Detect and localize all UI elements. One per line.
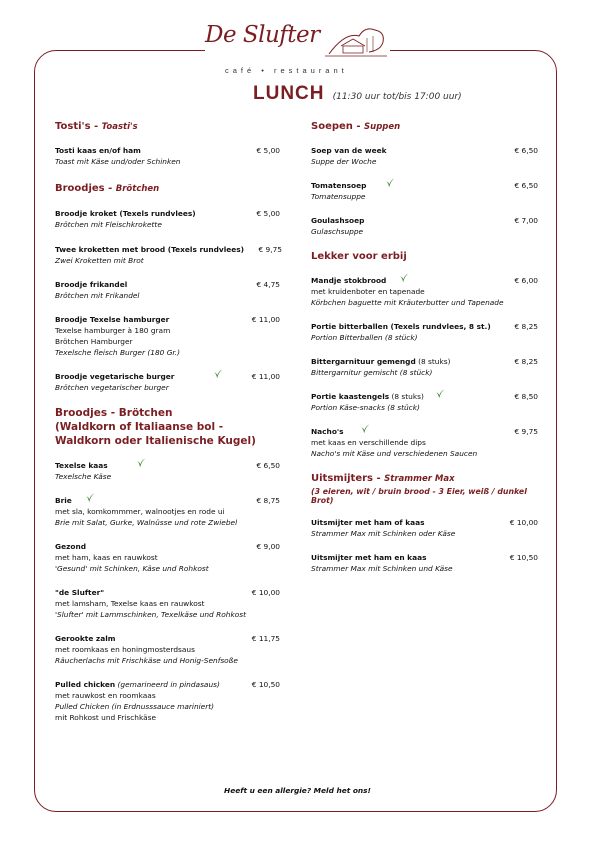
menu-item: Twee kroketten met brood (Texels rundvlees) Zwei Kroketten mit Brot € 9,75 [55, 245, 282, 265]
logo-text: De Slufter [205, 22, 320, 48]
menu-item: Gerookte zalm met roomkaas en honingmosterdsaus Räucherlachs mit Frischkäse und Honig-Senfsoße € 11,75 [55, 634, 280, 665]
menu-item: Gezond met ham, kaas en rauwkost 'Gesund' mit Schinken, Käse und Rohkost € 9,00 [55, 542, 280, 573]
vegetarian-icon [399, 273, 409, 283]
menu-item: Texelse kaas Texelsche Käse € 6,50 [55, 460, 280, 482]
menu-item: Tosti kaas en/of ham Toast mit Käse und/oder Schinken € 5,00 [55, 146, 280, 166]
menu-item: Broodje frikandel Brötchen mit Frikandel € 4,75 [55, 280, 280, 300]
vegetarian-icon [385, 178, 395, 188]
vegetarian-icon [360, 424, 370, 434]
menu-item: Goulashsoep Gulaschsuppe € 7,00 [311, 216, 538, 236]
menu-item: Pulled chicken (gemarineerd in pindasaus) met rauwkost en roomkaas Pulled Chicken (in Erdnusssauce mariniert) mit Rohkost und Frischkäse € 10,50 [55, 680, 280, 722]
section-tosti: Tosti's - Toasti's [55, 121, 138, 132]
left-column [55, 121, 280, 723]
menu-item: "de Slufter" met lamsham, Texelse kaas en rauwkost 'Slufter' mit Lammschinken, Texelkäse und Rohkost € 10,00 [55, 588, 280, 619]
vegetarian-icon [435, 389, 445, 399]
section-soepen: Soepen - Suppen [311, 121, 401, 132]
uitsmijters-note: (3 eieren, wit / bruin brood - 3 Eier, weiß / dunkel Brot) [311, 487, 527, 505]
menu-item: Broodje Texelse hamburger Texelse hamburger à 180 gram Brötchen Hamburger Texelsche fleisch Burger (180 Gr.) € 11,00 [55, 315, 280, 357]
vegetarian-icon [213, 369, 223, 379]
logo-subtitle: café • restaurant [225, 66, 348, 75]
menu-item: Mandje stokbrood met kruidenboter en tapenade Körbchen baguette mit Kräuterbutter und Tapenade € 6,00 [311, 275, 538, 308]
vegetarian-icon [85, 493, 95, 503]
section-broodjes-bread: Broodjes - Brötchen (Waldkorn of Italiaanse bol - Waldkorn oder Italienische Kugel) [55, 407, 256, 447]
menu-heading [253, 83, 462, 105]
section-broodjes: Broodjes - Brötchen [55, 183, 160, 194]
allergy-note: Heeft u een allergie? Meld het ons! [224, 786, 371, 795]
right-column [311, 121, 538, 574]
menu-item: Soep van de week Suppe der Woche € 6,50 [311, 146, 538, 166]
menu-item: Tomatensoep Tomatensuppe € 6,50 [311, 180, 538, 202]
vegetarian-icon [136, 458, 146, 468]
menu-item: Broodje kroket (Texels rundvlees) Brötchen mit Fleischkrokette € 5,00 [55, 209, 280, 229]
menu-item: Nacho's met kaas en verschillende dips Nacho's mit Käse und verschiedenen Saucen € 9,75 [311, 426, 538, 459]
menu-item: Bittergarnituur gemengd (8 stuks) Bittergarnitur gemischt (8 stück) € 8,25 [311, 357, 538, 377]
menu-item: Brie met sla, komkommmer, walnootjes en rode ui Brie mit Salat, Gurke, Walnüsse und rote Zwiebel € 8,75 [55, 495, 280, 528]
menu-item: Uitsmijter met ham en kaas Strammer Max mit Schinken und Käse € 10,50 [311, 553, 538, 573]
lunch-time: (11:30 uur tot/bis 17:00 uur) [332, 92, 462, 102]
section-uitsmijters: Uitsmijters - Strammer Max [311, 473, 455, 484]
menu-item: Portie bitterballen (Texels rundvlees, 8 st.) Portion Bitterballen (8 stück) € 8,25 [311, 322, 538, 342]
section-lekker: Lekker voor erbij [311, 251, 407, 262]
lunch-title: LUNCH [253, 83, 325, 104]
menu-item: Portie kaastengels (8 stuks) Portion Käse-snacks (8 stück) € 8,50 [311, 391, 538, 413]
tree-icon [325, 22, 387, 62]
menu-item: Uitsmijter met ham of kaas Strammer Max mit Schinken oder Käse € 10,00 [311, 518, 538, 538]
menu-item: Broodje vegetarische burger Brötchen vegetarischer burger € 11,00 [55, 371, 280, 393]
logo [205, 20, 390, 80]
